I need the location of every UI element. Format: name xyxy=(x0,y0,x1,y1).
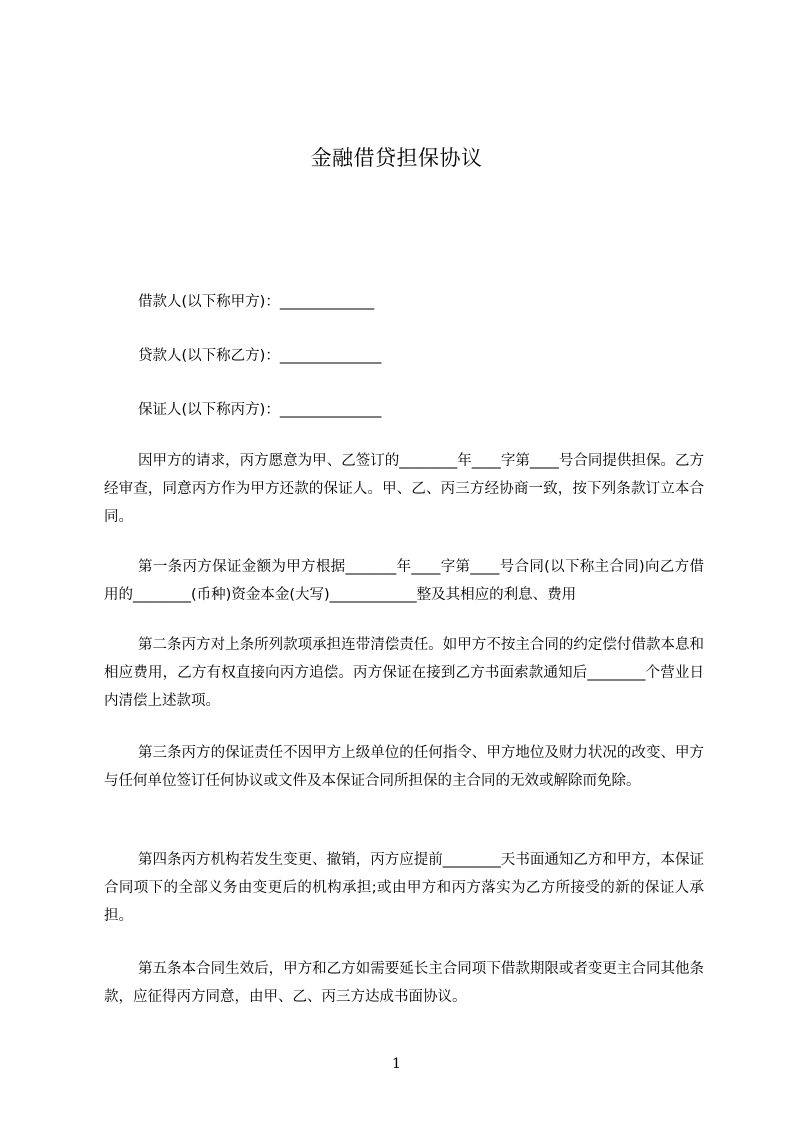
page-number: 1 xyxy=(392,1056,401,1072)
document-title: 金融借贷担保协议 xyxy=(310,146,483,170)
party-guarantor-line: 保证人(以下称丙方)：______________ xyxy=(138,402,382,418)
article-3-paragraph: 第三条丙方的保证责任不因甲方上级单位的任何指令、甲方地位及财力状况的改变、甲方与任何单位签订任何协议或文件及本保证合同所担保的主合同的无效或解除而免除。 xyxy=(104,745,704,789)
article-4-paragraph: 第四条丙方机构若发生变更、撤销，丙方应提前________天书面通知乙方和甲方，本保证合同项下的全部义务由变更后的机构承担;或由甲方和丙方落实为乙方所接受的新的保证人承担。 xyxy=(104,852,704,924)
article-2-paragraph: 第二条丙方对上条所列款项承担连带清偿责任。如甲方不按主合同的约定偿付借款本息和相应费用，乙方有权直接向丙方追偿。丙方保证在接到乙方书面索款通知后________个营业日内清偿上述款项。 xyxy=(104,637,704,709)
article-5-paragraph: 第五条本合同生效后，甲方和乙方如需要延长主合同项下借款期限或者变更主合同其他条款，应征得丙方同意，由甲、乙、丙三方达成书面协议。 xyxy=(104,961,704,1005)
party-borrower-line: 借款人(以下称甲方)：_____________ xyxy=(138,294,375,310)
preamble-paragraph: 因甲方的请求，丙方愿意为甲、乙签订的________年____字第____号合同提供担保。乙方经审查，同意丙方作为甲方还款的保证人。甲、乙、丙三方经协商一致，按下列条款订立本合同。 xyxy=(104,453,704,525)
article-1-paragraph: 第一条丙方保证金额为甲方根据_______年____字第____号合同(以下称主合同)向乙方借用的________(币种)资金本金(大写)____________整及其相应的利息、费用 xyxy=(104,559,704,603)
party-lender-line: 贷款人(以下称乙方)：______________ xyxy=(138,348,382,364)
